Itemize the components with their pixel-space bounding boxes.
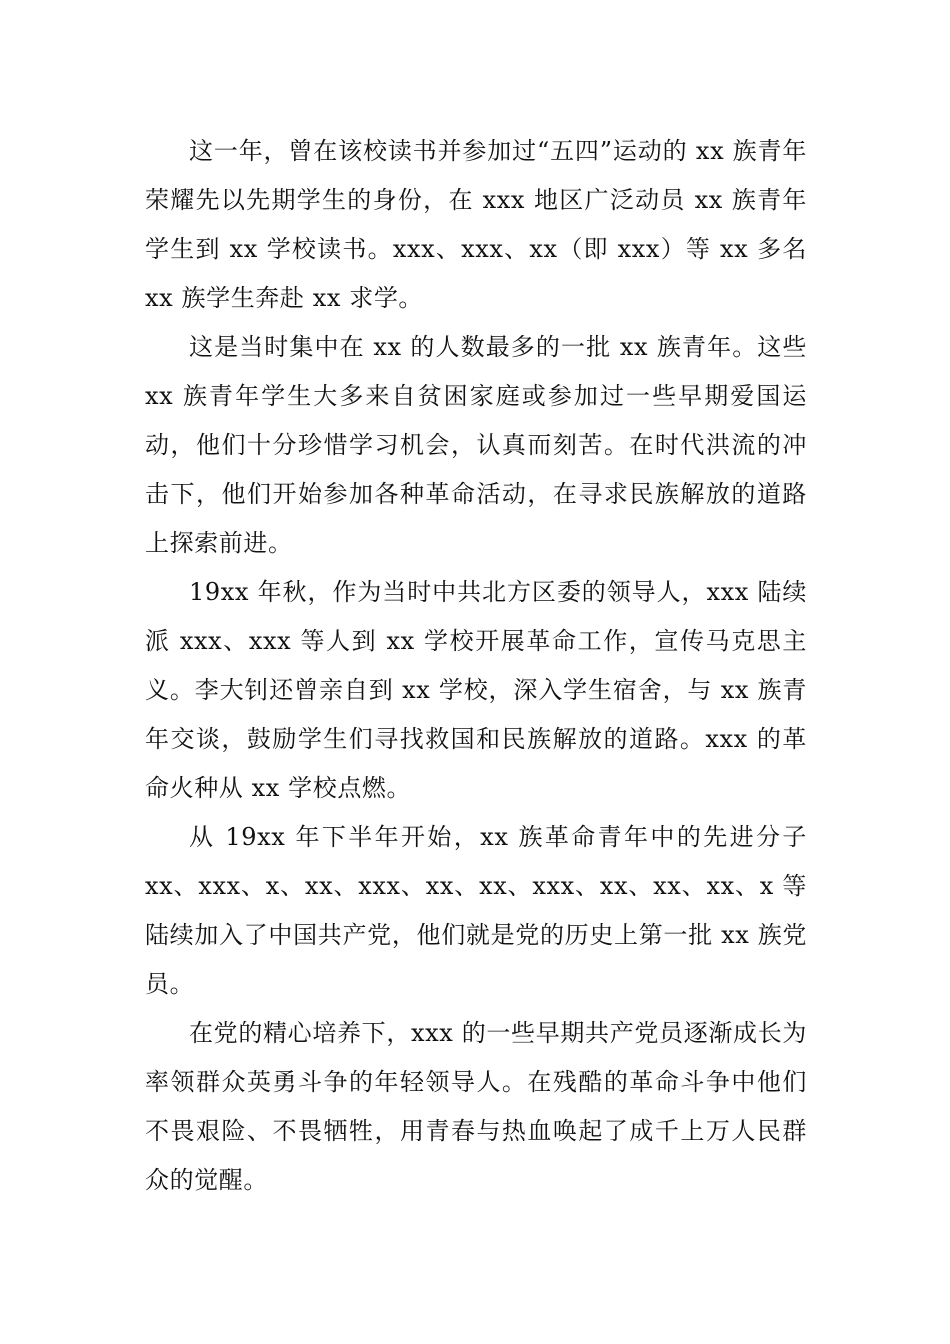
paragraph-3: 19xx 年秋，作为当时中共北方区委的领导人，xxx 陆续派 xxx、xxx 等人到 xx 学校开展革命工作，宣传马克思主义。李大钊还曾亲自到 xx 学校，深入学生宿舍，与 xx 族青年交谈，鼓励学生们寻找救国和民族解放的道路。xxx 的革命火种从 xx 学校点燃。	[145, 578, 807, 802]
paragraph-4: 从 19xx 年下半年开始，xx 族革命青年中的先进分子 xx、xxx、x、xx、xxx、xx、xx、xxx、xx、xx、xx、x 等陆续加入了中国共产党，他们就是党的历史上第一批 xx 族党员。	[145, 823, 807, 998]
paragraph-2: 这是当时集中在 xx 的人数最多的一批 xx 族青年。这些 xx 族青年学生大多来自贫困家庭或参加过一些早期爱国运动，他们十分珍惜学习机会，认真而刻苦。在时代洪流的冲击下，他们开始参加各种革命活动，在寻求民族解放的道路上探索前进。	[145, 333, 807, 557]
document-body	[145, 127, 807, 1205]
paragraph-5: 在党的精心培养下，xxx 的一些早期共产党员逐渐成长为率领群众英勇斗争的年轻领导人。在残酷的革命斗争中他们不畏艰险、不畏牺牲，用青春与热血唤起了成千上万人民群众的觉醒。	[145, 1019, 807, 1194]
paragraph-1: 这一年，曾在该校读书并参加过“五四”运动的 xx 族青年荣耀先以先期学生的身份，在 xxx 地区广泛动员 xx 族青年学生到 xx 学校读书。xxx、xxx、xx（即 xxx）等 xx 多名 xx 族学生奔赴 xx 求学。	[145, 137, 807, 312]
